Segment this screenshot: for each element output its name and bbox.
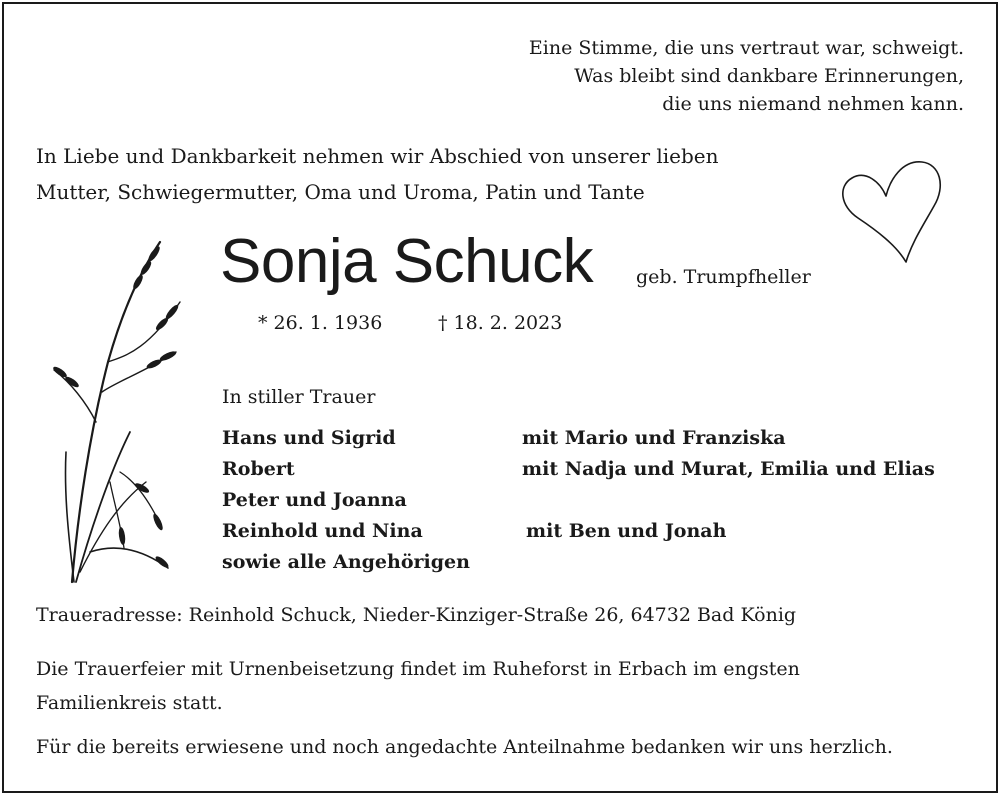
ceremony-line-2: Familienkreis statt. (36, 692, 223, 714)
maiden-name: geb. Trumpfheller (636, 266, 811, 288)
death-date: † 18. 2. 2023 (438, 312, 563, 334)
quote-line-3: die uns niemand nehmen kann. (662, 93, 964, 115)
mourner-family: mit Mario und Franziska (522, 427, 786, 449)
mourning-heading: In stiller Trauer (222, 386, 376, 408)
quote-line-1: Eine Stimme, die uns vertraut war, schweigt. (528, 37, 964, 59)
mourner-name: Robert (222, 458, 295, 480)
intro-line-2: Mutter, Schwiegermutter, Oma und Uroma, Patin und Tante (36, 180, 645, 204)
ceremony-line-1: Die Trauerfeier mit Urnenbeisetzung findet im Ruheforst in Erbach im engsten (36, 658, 800, 680)
mourners-right-column (522, 423, 935, 547)
heart-outline-icon (836, 150, 946, 270)
quote-line-2: Was bleibt sind dankbare Erinnerungen, (574, 65, 964, 87)
intro-text (36, 138, 719, 210)
mourner-family-empty (522, 485, 935, 516)
thanks-text: Für die bereits erwiesene und noch angedachte Anteilnahme bedanken wir uns herzlich. (36, 736, 893, 758)
mourner-family: mit Nadja und Murat, Emilia und Elias (522, 458, 935, 480)
deceased-name: Sonja Schuck (220, 227, 594, 296)
ceremony-info (36, 652, 800, 720)
grass-stalk-icon (50, 232, 190, 592)
mourner-family: mit Ben und Jonah (526, 520, 727, 542)
mourner-name: Hans und Sigrid (222, 427, 396, 449)
mourner-name: sowie alle Angehörigen (222, 551, 470, 573)
mourning-address: Traueradresse: Reinhold Schuck, Nieder-Kinziger-Straße 26, 64732 Bad König (36, 604, 797, 626)
memorial-quote (529, 34, 964, 118)
mourners-left-column (222, 423, 470, 578)
mourner-name: Reinhold und Nina (222, 520, 423, 542)
birth-date: * 26. 1. 1936 (258, 312, 383, 334)
intro-line-1: In Liebe und Dankbarkeit nehmen wir Abschied von unserer lieben (36, 144, 719, 168)
mourner-name: Peter und Joanna (222, 489, 407, 511)
